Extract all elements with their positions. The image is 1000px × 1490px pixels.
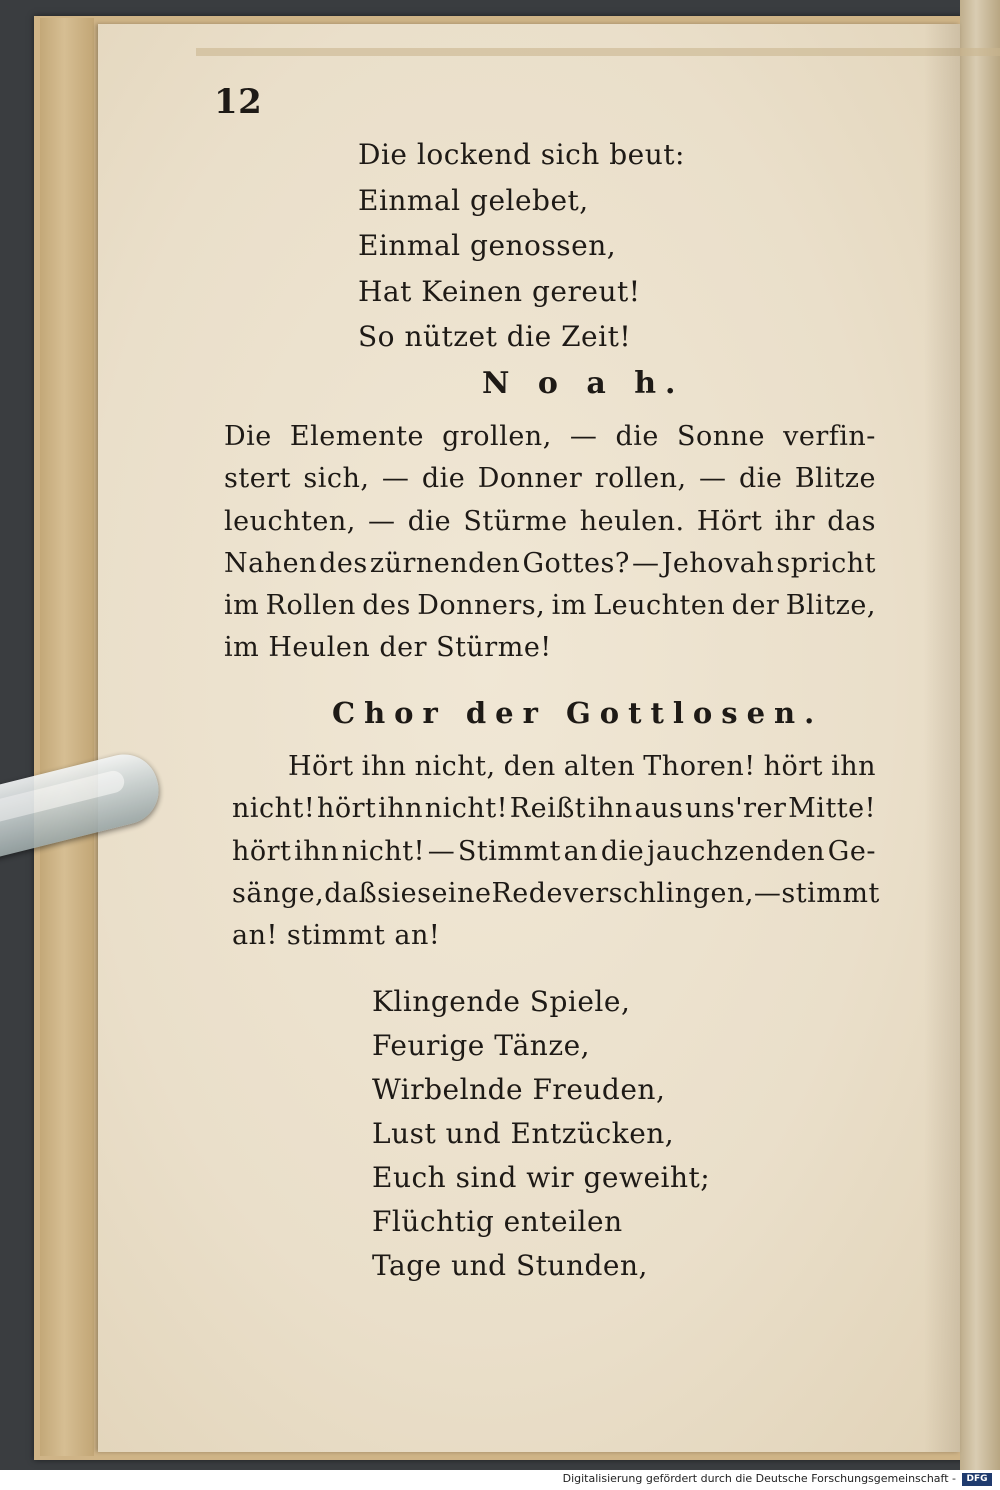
chor-paragraph bbox=[232, 746, 880, 957]
verse-line: Die lockend sich beut: bbox=[358, 138, 685, 171]
prose-line: hört ihn nicht! — Stimmt an die jauchzenden Ge- bbox=[232, 835, 876, 867]
page-gutter-shadow bbox=[924, 24, 960, 1452]
verse-line: Wirbelnde Freuden, bbox=[372, 1073, 666, 1106]
heading-noah: N o a h. bbox=[482, 366, 685, 401]
noah-paragraph bbox=[224, 416, 876, 670]
verse-line: Hat Keinen gereut! bbox=[358, 274, 641, 308]
prose-line: nicht! hört ihn nicht! Reißt ihn aus uns'rer Mitte! bbox=[232, 793, 876, 825]
dfg-logo: DFG bbox=[962, 1473, 992, 1486]
verse-line: Einmal gelebet, bbox=[358, 183, 589, 217]
page-top-edge bbox=[196, 48, 1000, 56]
verse-line: Einmal genossen, bbox=[358, 229, 617, 262]
next-page-edge bbox=[960, 0, 1000, 1470]
prose-line: leuchten, — die Stürme heulen. Hört ihr das bbox=[224, 505, 876, 537]
prose-line: Hört ihn nicht, den alten Thoren! hört ihn bbox=[288, 751, 876, 782]
prose-line: an! stimmt an! bbox=[232, 920, 441, 952]
page-stack-edge bbox=[40, 18, 94, 1456]
verse-line: Euch sind wir geweiht; bbox=[372, 1161, 711, 1194]
footer-credit: Digitalisierung gefördert durch die Deutsche Forschungsgemeinschaft - bbox=[562, 1472, 956, 1485]
heading-chor: Chor der Gottlosen. bbox=[332, 696, 824, 730]
verse-line: So nützet die Zeit! bbox=[358, 320, 632, 353]
page-number: 12 bbox=[214, 82, 263, 122]
footer-bar bbox=[0, 1470, 1000, 1490]
prose-line: im Heulen der Stürme! bbox=[224, 632, 552, 664]
verse-line: Tage und Stunden, bbox=[372, 1249, 648, 1282]
verse-line: Feurige Tänze, bbox=[372, 1029, 591, 1062]
prose-line: im Rollen des Donners, im Leuchten der Blitze, bbox=[224, 590, 876, 622]
prose-line: stert sich, — die Donner rollen, — die Blitze bbox=[224, 463, 876, 495]
prose-line: Nahen des zürnenden Gottes? — Jehovah spricht bbox=[224, 547, 876, 579]
verse-line: Lust und Entzücken, bbox=[372, 1117, 675, 1150]
prose-line: sänge, daß sie seine Rede verschlingen, — stimmt bbox=[232, 877, 880, 909]
verse-bottom bbox=[372, 980, 710, 1288]
verse-line: Flüchtig enteilen bbox=[372, 1205, 623, 1238]
verse-top bbox=[358, 132, 685, 360]
verse-line: Klingende Spiele, bbox=[372, 985, 631, 1018]
prose-line: Die Elemente grollen, — die Sonne verfin- bbox=[224, 421, 876, 452]
